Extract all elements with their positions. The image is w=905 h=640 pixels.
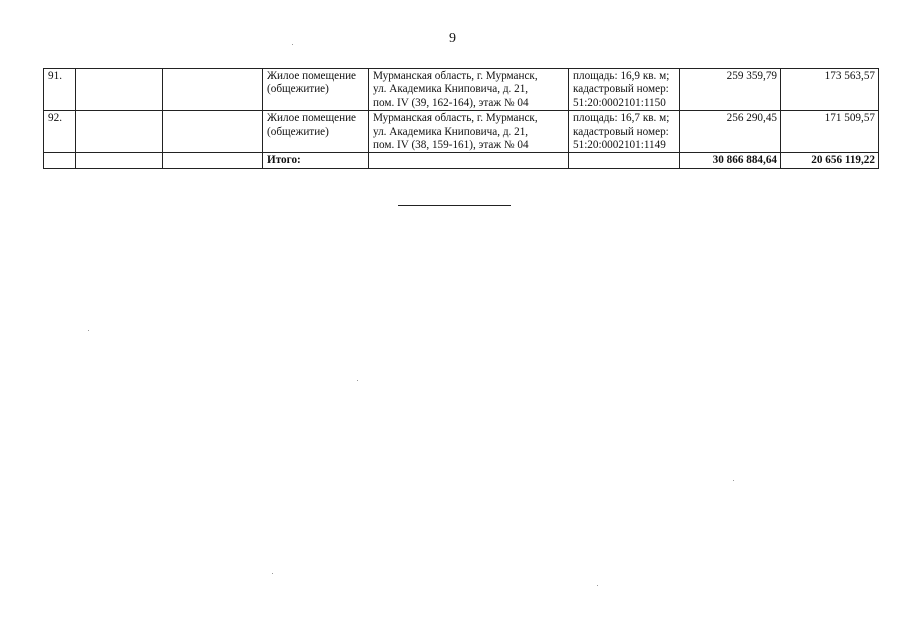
- table-row: [44, 69, 879, 111]
- address-line: Мурманская область, г. Мурманск,: [373, 112, 538, 125]
- empty-cell: [569, 153, 680, 168]
- empty-cell: [163, 111, 263, 153]
- empty-cell: [44, 153, 76, 168]
- property-table: [43, 68, 879, 169]
- total-label: Итого:: [263, 153, 369, 168]
- details-line: кадастровый номер:: [573, 83, 669, 96]
- property-name-cell: [263, 69, 369, 111]
- address-cell: [369, 69, 569, 111]
- address-line: ул. Академика Книповича, д. 21,: [373, 83, 529, 96]
- total-row: [44, 153, 879, 168]
- address-line: пом. IV (38, 159-161), этаж № 04: [373, 139, 529, 152]
- value2-cell: 173 563,57: [781, 69, 879, 111]
- end-of-document-rule: [398, 205, 511, 206]
- empty-cell: [76, 111, 163, 153]
- empty-cell: [76, 69, 163, 111]
- scan-speck: [357, 380, 358, 381]
- total-value2: 20 656 119,22: [781, 153, 879, 168]
- row-number: 91.: [44, 69, 76, 111]
- property-name-line: Жилое помещение: [267, 70, 357, 82]
- address-line: пом. IV (39, 162-164), этаж № 04: [373, 96, 529, 109]
- details-line: 51:20:0002101:1150: [573, 96, 666, 109]
- total-value1: 30 866 884,64: [680, 153, 781, 168]
- empty-cell: [369, 153, 569, 168]
- scan-speck: [733, 480, 734, 481]
- address-cell: [369, 111, 569, 153]
- details-cell: [569, 111, 680, 153]
- page-number: 9: [449, 31, 456, 46]
- value1-cell: 259 359,79: [680, 69, 781, 111]
- empty-cell: [163, 69, 263, 111]
- property-name-line: (общежитие): [267, 83, 329, 96]
- scan-speck: [272, 573, 273, 574]
- empty-cell: [76, 153, 163, 168]
- address-line: ул. Академика Книповича, д. 21,: [373, 125, 529, 138]
- details-line: площадь: 16,7 кв. м;: [573, 112, 670, 125]
- address-line: Мурманская область, г. Мурманск,: [373, 70, 538, 82]
- property-name-line: (общежитие): [267, 125, 329, 138]
- scan-speck: [88, 330, 89, 331]
- scan-speck: [597, 585, 598, 586]
- value1-cell: 256 290,45: [680, 111, 781, 153]
- details-line: кадастровый номер:: [573, 125, 669, 138]
- property-name-cell: [263, 111, 369, 153]
- empty-cell: [163, 153, 263, 168]
- scan-speck: [292, 44, 293, 45]
- details-cell: [569, 69, 680, 111]
- details-line: 51:20:0002101:1149: [573, 139, 666, 152]
- table-row: [44, 111, 879, 153]
- property-name-line: Жилое помещение: [267, 112, 357, 125]
- value2-cell: 171 509,57: [781, 111, 879, 153]
- details-line: площадь: 16,9 кв. м;: [573, 70, 670, 82]
- row-number: 92.: [44, 111, 76, 153]
